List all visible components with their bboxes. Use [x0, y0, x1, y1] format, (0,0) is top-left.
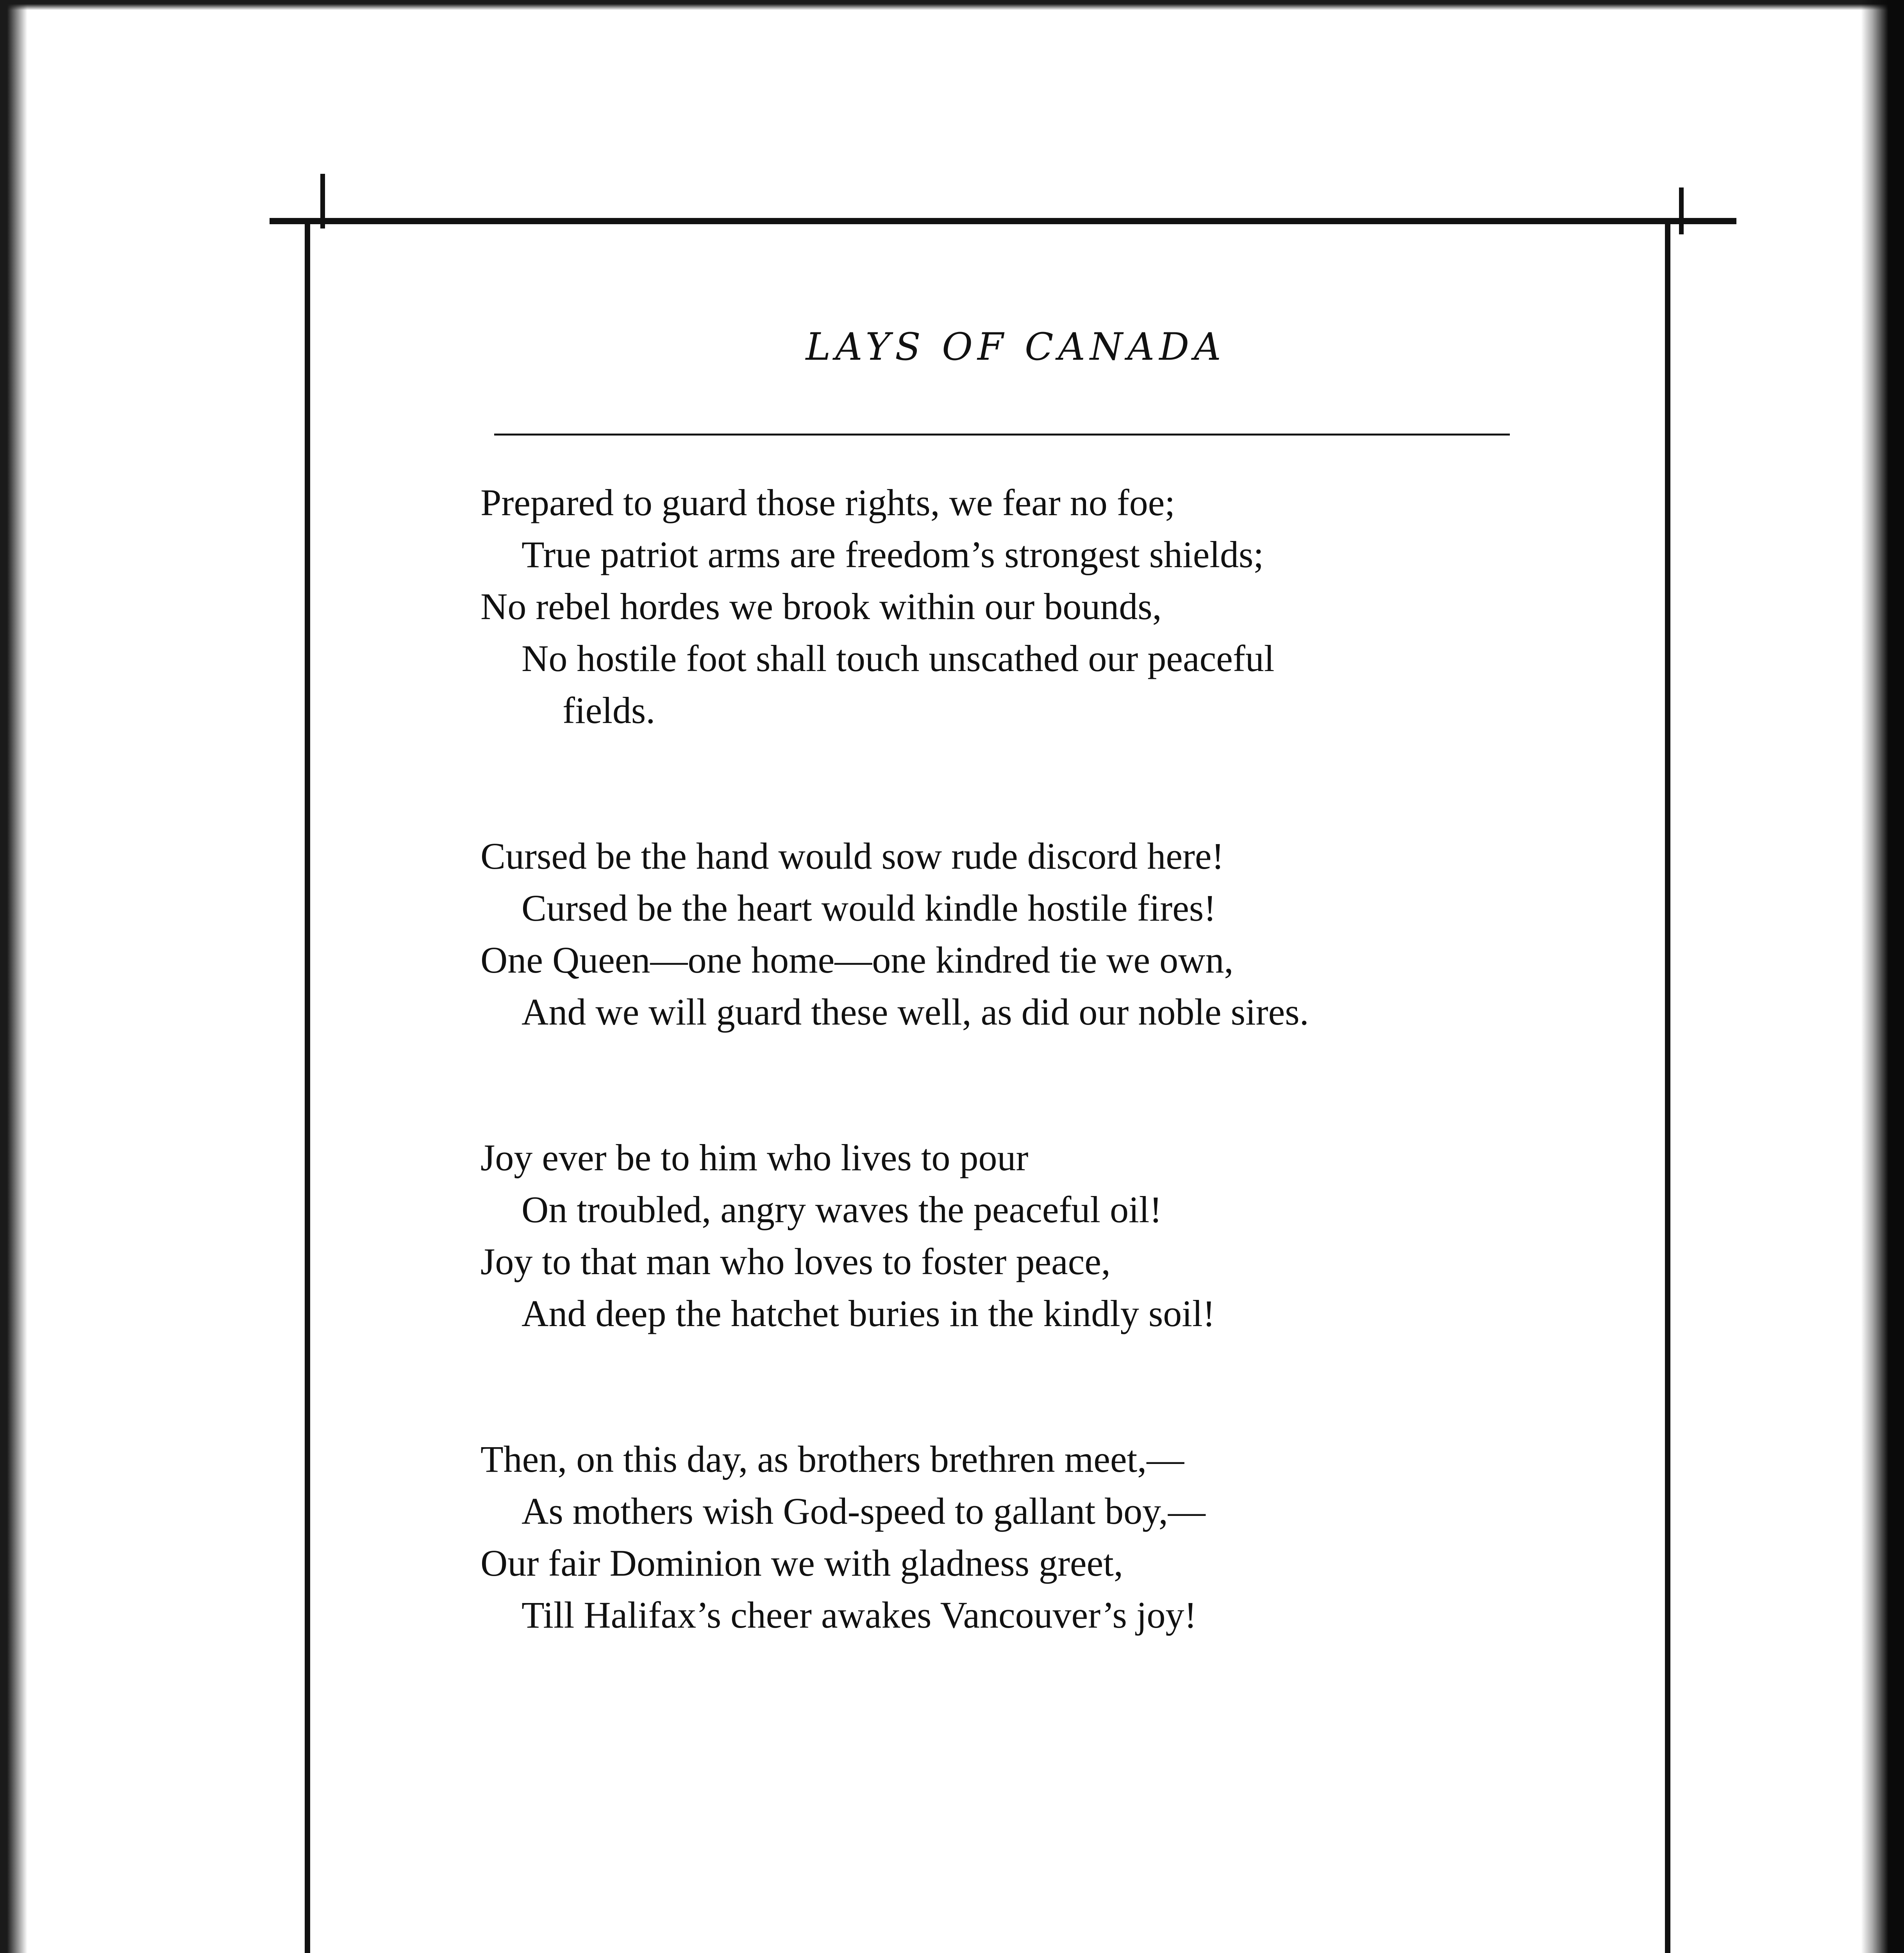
poem-line: On troubled, angry waves the peaceful oil! [522, 1189, 1162, 1230]
poem-line: Our fair Dominion we with gladness greet, [480, 1542, 1123, 1584]
border-right-rule [1665, 221, 1670, 1953]
poem-line: No rebel hordes we brook within our bounds, [480, 586, 1162, 627]
scan-edge-left [0, 0, 27, 1953]
poem-line: Cursed be the heart would kindle hostile fires! [522, 887, 1216, 929]
scan-edge-top [0, 0, 1904, 10]
poem-line: Till Halifax’s cheer awakes Vancouver’s joy! [522, 1594, 1197, 1636]
poem-line: Joy to that man who loves to foster peace, [480, 1241, 1111, 1282]
poem-line: And we will guard these well, as did our noble sires. [522, 991, 1309, 1033]
poem-line: Joy ever be to him who lives to pour [480, 1137, 1029, 1178]
border-top-rule [270, 218, 1736, 224]
poem-line: Prepared to guard those rights, we fear no foe; [480, 482, 1175, 523]
poem-line: fields. [563, 689, 656, 731]
page-title: LAYS OF CANADA [806, 325, 1226, 369]
poem-line: No hostile foot shall touch unscathed our peaceful [522, 637, 1275, 679]
border-left-rule [305, 219, 310, 1953]
poem-line: As mothers wish God-speed to gallant boy,— [522, 1490, 1206, 1532]
poem-body [480, 477, 1512, 1735]
border-top-tick-left [320, 174, 325, 229]
border-top-tick-right [1679, 187, 1684, 234]
poem-line: Cursed be the hand would sow rude discord here! [480, 835, 1224, 877]
stanza [480, 1433, 1512, 1641]
stanza [480, 1132, 1512, 1339]
poem-line: Then, on this day, as brothers brethren meet,— [480, 1438, 1184, 1480]
poem-line: And deep the hatchet buries in the kindly soil! [522, 1292, 1215, 1334]
scan-edge-right [1861, 0, 1904, 1953]
stanza [480, 830, 1512, 1038]
poem-line: One Queen—one home—one kindred tie we own, [480, 939, 1234, 981]
stanza [480, 477, 1512, 736]
poem-line: True patriot arms are freedom’s strongest shields; [522, 534, 1264, 575]
title-underline-rule [494, 434, 1510, 436]
